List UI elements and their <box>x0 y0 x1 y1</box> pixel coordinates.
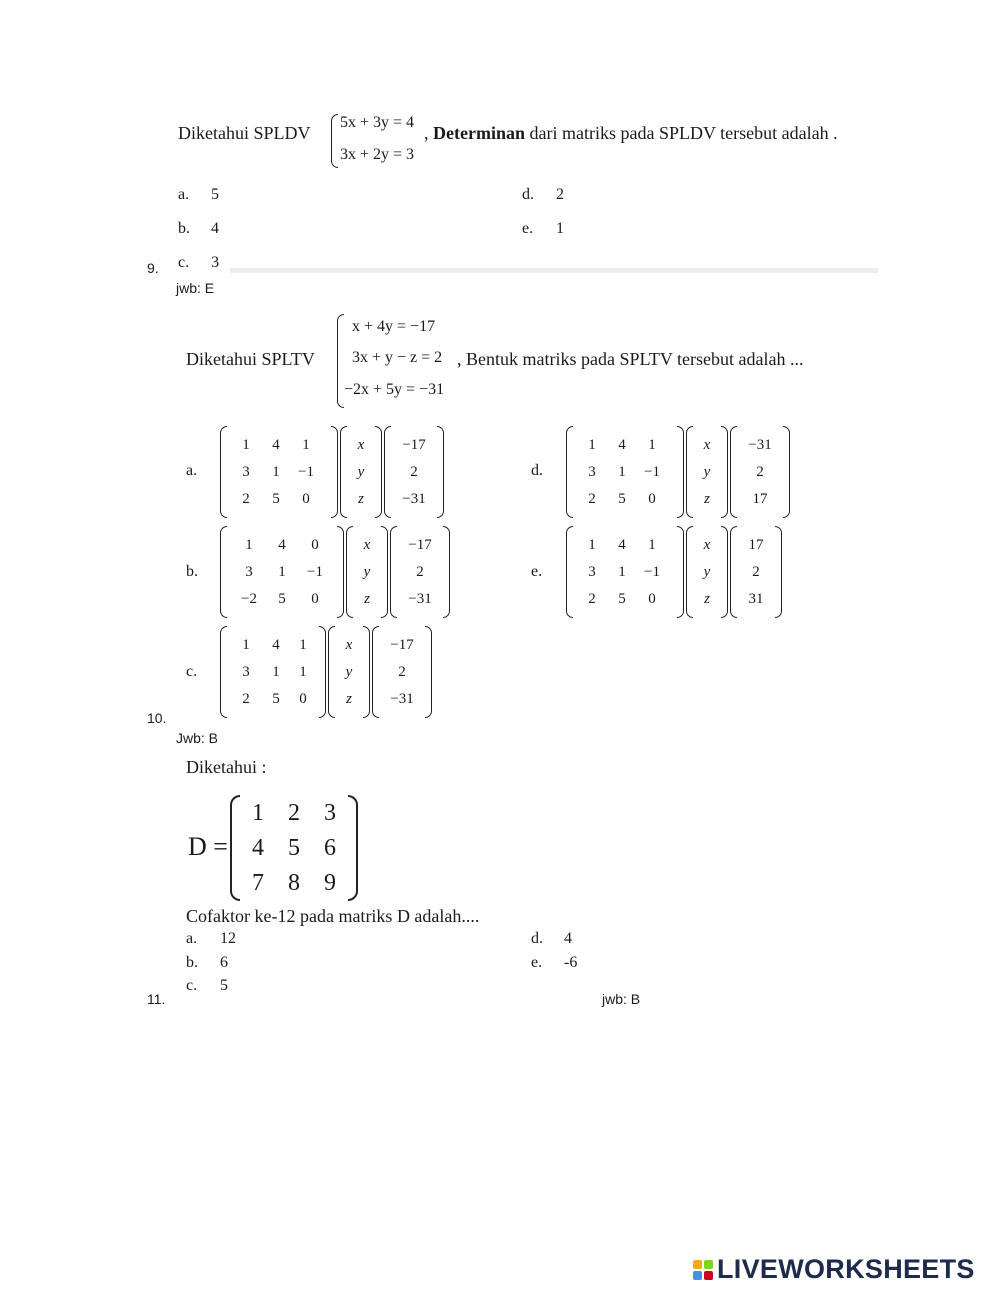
q10-opt-b-matrices <box>220 526 450 618</box>
matrix-cell: 5 <box>618 490 626 507</box>
matrix-cell: 1 <box>299 636 307 653</box>
liveworksheets-logo <box>693 1254 975 1285</box>
q9-opt-e-value: 1 <box>556 220 564 237</box>
rhs-cell: 2 <box>756 463 764 480</box>
var-cell: z <box>358 490 364 507</box>
q9-text: , Determinan dari matriks pada SPLDV tersebut adalah . <box>424 123 838 143</box>
matrix-cell: 3 <box>324 799 336 826</box>
matrix-cell: 5 <box>272 690 280 707</box>
matrix-cell: 4 <box>272 436 280 453</box>
logo-square <box>704 1260 713 1269</box>
q10-eq1: x + 4y = −17 <box>352 318 436 335</box>
q10-opt-e-letter: e. <box>531 563 543 580</box>
matrix-cell: 5 <box>272 490 280 507</box>
q11-opt-c-value: 5 <box>220 977 228 994</box>
matrix-cell: 4 <box>618 536 626 553</box>
matrix-cell: 0 <box>648 490 656 507</box>
logo-icon <box>693 1260 713 1280</box>
var-cell: z <box>346 690 352 707</box>
matrix-cell: 9 <box>324 869 336 896</box>
var-cell: x <box>703 436 711 453</box>
q9-opt-c <box>178 254 219 267</box>
q10-opt-c-matrices <box>220 626 432 718</box>
matrix-cell: 8 <box>288 869 300 896</box>
matrix-cell: 1 <box>648 436 656 453</box>
q11-opt-b-value: 6 <box>220 954 228 971</box>
matrix-cell: 0 <box>311 590 319 607</box>
matrix-cell: 1 <box>299 663 307 680</box>
matrix-cell: 1 <box>278 563 286 580</box>
matrix-cell: 2 <box>288 799 300 826</box>
q10-eq2: 3x + y − z = 2 <box>352 349 443 366</box>
rhs-cell: 17 <box>748 536 764 553</box>
var-cell: y <box>363 563 371 580</box>
q11-matrix-d <box>230 795 358 901</box>
q11-opt-a-letter: a. <box>186 930 198 947</box>
matrix-cell: 1 <box>302 436 310 453</box>
logo-square <box>693 1260 702 1269</box>
rhs-cell: −31 <box>390 690 414 707</box>
rhs-cell: −17 <box>390 636 414 653</box>
rhs-cell: 17 <box>752 490 768 507</box>
rhs-cell: 31 <box>748 590 764 607</box>
q11-opt-c-letter: c. <box>186 977 198 994</box>
q9-opt-e-letter: e. <box>522 220 534 237</box>
q9-opt-b-value: 4 <box>211 220 219 237</box>
matrix-cell: 4 <box>252 834 264 861</box>
var-cell: x <box>357 436 365 453</box>
logo-text: LIVEWORKSHEETS <box>717 1254 975 1284</box>
q9-opt-b-letter: b. <box>178 220 190 237</box>
var-cell: z <box>364 590 370 607</box>
q9-prefix: Diketahui SPLDV <box>178 123 311 143</box>
matrix-cell: 5 <box>278 590 286 607</box>
matrix-cell: 1 <box>648 536 656 553</box>
q9-opt-c-letter: c. <box>178 254 190 267</box>
rhs-cell: −31 <box>408 590 432 607</box>
matrix-cell: 1 <box>252 799 264 826</box>
rhs-cell: −17 <box>402 436 426 453</box>
matrix-cell: 4 <box>272 636 280 653</box>
q10-opt-a-letter: a. <box>186 462 198 479</box>
q9-answer: jwb: E <box>176 280 215 296</box>
q10-eq3: −2x + 5y = −31 <box>344 381 445 398</box>
matrix-cell: 1 <box>242 636 250 653</box>
q11-opt-d-letter: d. <box>531 930 543 947</box>
matrix-cell: 5 <box>288 834 300 861</box>
matrix-cell: 2 <box>242 690 250 707</box>
q9-eq1: 5x + 3y = 4 <box>340 114 415 131</box>
rhs-cell: 2 <box>398 663 406 680</box>
matrix-cell: 1 <box>272 663 280 680</box>
rhs-cell: 2 <box>410 463 418 480</box>
q9-opt-d-value: 2 <box>556 186 564 203</box>
q10-opt-d-letter: d. <box>531 462 543 479</box>
var-cell: y <box>703 563 711 580</box>
matrix-cell: −1 <box>644 463 660 480</box>
logo-square <box>704 1271 713 1280</box>
q10-opt-e-matrices <box>566 526 782 618</box>
rhs-cell: −31 <box>402 490 426 507</box>
q9-suffix: dari matriks pada SPLDV tersebut adalah . <box>529 123 838 143</box>
matrix-cell: −1 <box>307 563 323 580</box>
matrix-cell: 4 <box>278 536 286 553</box>
matrix-cell: 1 <box>272 463 280 480</box>
q9-brace <box>331 114 338 168</box>
matrix-cell: 3 <box>242 663 250 680</box>
matrix-cell: 1 <box>245 536 253 553</box>
q10-opt-b-letter: b. <box>186 563 198 580</box>
q11-matrix-label: D = <box>188 832 228 861</box>
rhs-cell: −31 <box>748 436 772 453</box>
q9-cutoff-line <box>230 268 878 273</box>
q11-opt-b-letter: b. <box>186 954 198 971</box>
q11-opt-e-letter: e. <box>531 954 543 971</box>
q9-bold-word: Determinan <box>433 123 525 143</box>
matrix-cell: 1 <box>618 563 626 580</box>
matrix-cell: 6 <box>324 834 336 861</box>
q11-prompt: Cofaktor ke-12 pada matriks D adalah.... <box>186 906 480 926</box>
matrix-cell: 0 <box>302 490 310 507</box>
matrix-cell: 3 <box>242 463 250 480</box>
var-cell: x <box>345 636 353 653</box>
var-cell: x <box>363 536 371 553</box>
q10-opt-d-matrices <box>566 426 790 518</box>
matrix-cell: 5 <box>618 590 626 607</box>
q9-number: 9. <box>147 260 159 276</box>
q10-opt-c-letter: c. <box>186 663 198 680</box>
matrix-cell: 4 <box>618 436 626 453</box>
q10-opt-a-matrices <box>220 426 444 518</box>
q10-prefix: Diketahui SPLTV <box>186 349 315 369</box>
q11-answer: jwb: B <box>602 991 641 1007</box>
q11-opt-a-value: 12 <box>220 930 236 947</box>
q10-answer: Jwb: B <box>176 730 219 746</box>
q9-eq2: 3x + 2y = 3 <box>340 146 415 163</box>
rhs-cell: 2 <box>416 563 424 580</box>
matrix-cell: −2 <box>241 590 257 607</box>
var-cell: y <box>357 463 365 480</box>
matrix-cell: −1 <box>644 563 660 580</box>
matrix-cell: 2 <box>588 490 596 507</box>
matrix-cell: −1 <box>298 463 314 480</box>
q10-brace <box>337 314 344 408</box>
q9-opt-d-letter: d. <box>522 186 534 203</box>
q11-opt-e-value: -6 <box>564 954 578 971</box>
matrix-cell: 2 <box>588 590 596 607</box>
matrix-cell: 3 <box>245 563 253 580</box>
logo-square <box>693 1271 702 1280</box>
matrix-cell: 0 <box>299 690 307 707</box>
q11-opt-d-value: 4 <box>564 930 572 947</box>
matrix-cell: 1 <box>618 463 626 480</box>
matrix-cell: 3 <box>588 563 596 580</box>
var-cell: y <box>345 663 353 680</box>
rhs-cell: 2 <box>752 563 760 580</box>
q9-opt-a-letter: a. <box>178 186 190 203</box>
matrix-cell: 1 <box>588 536 596 553</box>
var-cell: y <box>703 463 711 480</box>
var-cell: z <box>704 590 710 607</box>
q9-opt-c-value: 3 <box>211 254 220 267</box>
matrix-cell: 0 <box>648 590 656 607</box>
var-cell: x <box>703 536 711 553</box>
var-cell: z <box>704 490 710 507</box>
q11-intro: Diketahui : <box>186 757 267 777</box>
q9-opt-a-value: 5 <box>211 186 219 203</box>
q11-number: 11. <box>147 991 166 1007</box>
q10-number: 10. <box>147 710 167 726</box>
matrix-cell: 2 <box>242 490 250 507</box>
matrix-cell: 3 <box>588 463 596 480</box>
matrix-cell: 7 <box>252 869 264 896</box>
rhs-cell: −17 <box>408 536 432 553</box>
matrix-cell: 0 <box>311 536 319 553</box>
matrix-cell: 1 <box>588 436 596 453</box>
q10-suffix: , Bentuk matriks pada SPLTV tersebut adalah ... <box>457 349 804 369</box>
matrix-cell: 1 <box>242 436 250 453</box>
